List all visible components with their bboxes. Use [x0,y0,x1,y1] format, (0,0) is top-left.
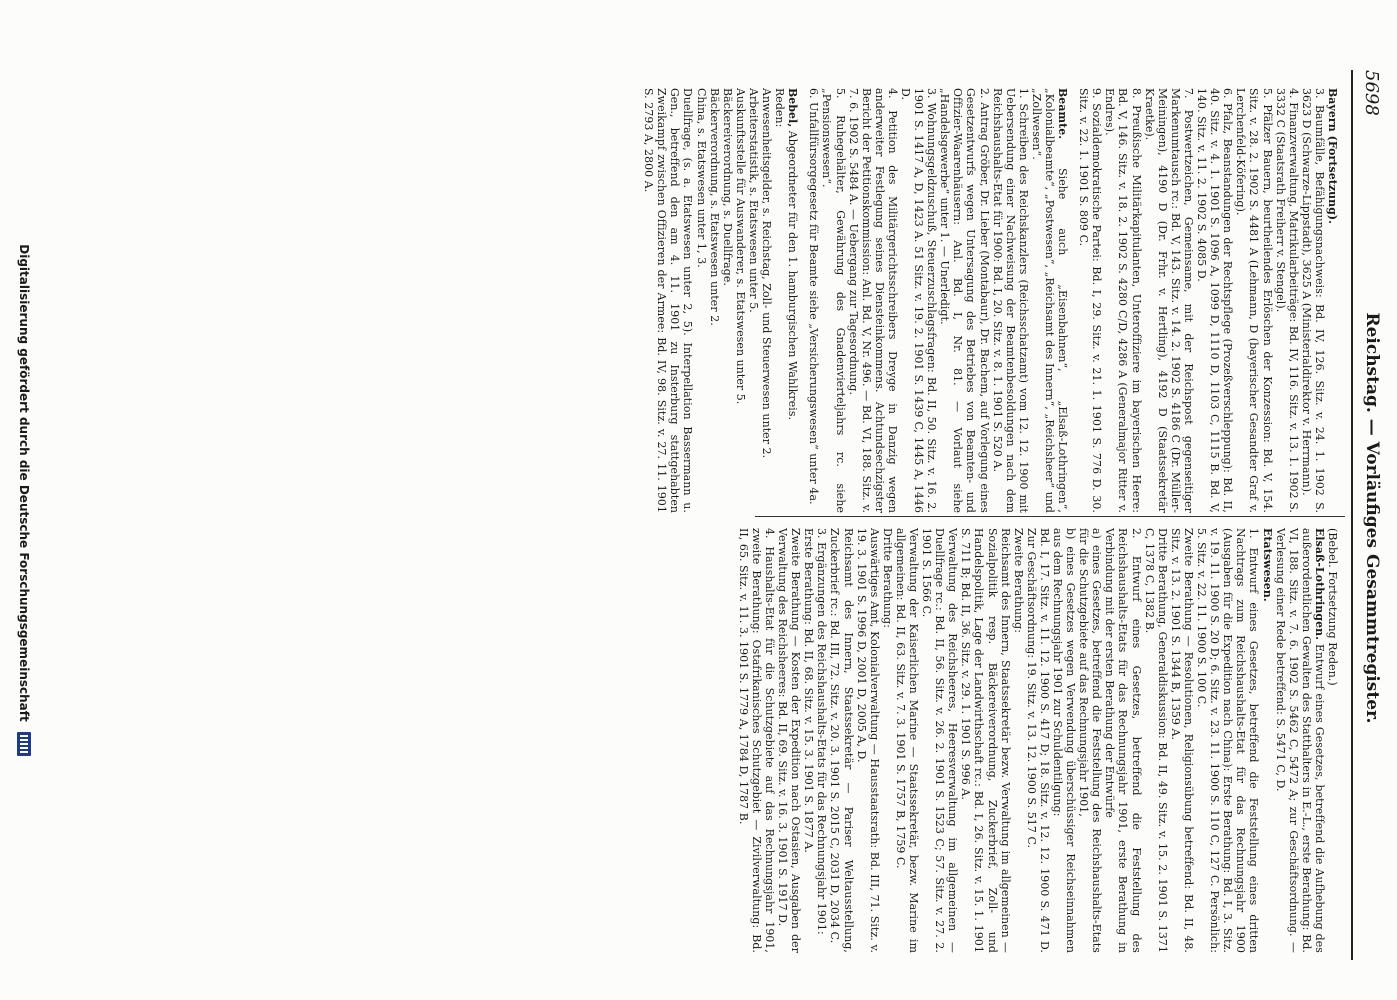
page-footer [6,0,42,1000]
register-entry: 5. Pfälzer Bauern, beurtheilendes Erlöschen der Konzession: Bd. V, 154. Sitz. v. 28. 2. 1902 S. 4481 A (Lehmann, D (bayerischer Gesandter Graf v. Lerchenfeld-Köfering). [1234,88,1274,513]
register-entry: Bebel, Abgeordneter für den 1. hamburgischen Wahlkreis. [786,88,800,421]
register-entry: Bayern (Fortsetzung). [1326,88,1339,225]
register-entry: Dritte Berathung, Generaldiskussion: Bd. II, 49. Sitz. v. 15. 2. 1901 S. 1371 C, 1378 C, 1382 B. [1142,528,1169,953]
register-entry: 8. Preußische Militärkapitulanten, Unteroffiziere im bayerischen Heere: Bd. V, 146. Sitz. v. 18. 2. 1902 S. 4280 C/D, 4286 A (Generalmajor Ritter v. Endres). [1103,88,1143,513]
register-entry: Beamte. Siehe auch „Eisenbahnen“, „Elsaß-Lothringen“, „Kolonialbeamte“, „Postwesen“, „Reichsamt des Innern“, „Reichsheer“ und „Zollwesen“. [1029,88,1070,513]
header-rule [1351,70,1353,960]
section-gap [799,88,807,513]
digitization-credit: Digitalisierung gefördert durch die Deutsche Forschungsgemeinschaft [17,244,31,722]
register-entry: Anwesenheitsgelder, s. Reichstag, Zoll- und Steuerwesen unter 2. [760,88,774,459]
page-header [1355,70,1389,960]
register-entry: 1. Schreiben des Reichskanzlers (Reichsschatzamt) vom 12. 12. 1900 mit Uebersendung einer Nachweisung der Beamtenbesoldungen nach dem Reichshaushalts-Etat für 1900: Bd. I, 20. Sitz. v. 8. 1. 1901 S. 520 A. [990,88,1030,513]
register-entry: 3. Baumfälle, Befähigungsnachweis: Bd. IV, 126. Sitz. v. 24. 1. 1902 S. 3623 D (Schwarze-Lippstadt), 3625 A (Ministerialdirektor v. Herrmann). [1299,88,1326,513]
register-entry: Reden: [773,88,787,128]
register-entry: 2. Antrag Gröber, Dr. Lieber (Montabaur), Dr. Bachem, auf Vorlegung eines Gesetzentwurfs wegen Untersagung des Betriebes von Beamten- und Offizier-Waarenhäusern: Anl. Bd. I, Nr. 81. — Vorlaut siehe „Handelsgewerbe“ unter 1. — Unerledigt. [938,88,991,513]
register-entry: Erste Berathung: Bd. II, 68. Sitz. v. 15. 3. 1901 S. 1877 A. [802,528,816,853]
register-entry: China, s. Etatswesen unter 1, 3. [694,88,708,268]
register-entry: (Bebel. Fortsetzung Reden.) [1326,528,1339,686]
section-gap [1069,88,1077,513]
register-entry: 4. Haushalts-Etat für die Schutzgebiete auf das Rechnungsjahr 1901, zweite Berathung: Ostafrikanisches Schutzgebiet — Zivilverwaltung: Bd. II, 65. Sitz. v. 11. 3. 1901 S. 1779 A, 1784 D, 1787 B. [736,528,776,953]
page-number: 5698 [1361,70,1383,116]
register-entry: 3. Ergänzungen des Reichshaushalts-Etats für das Rechnungsjahr 1901: [815,528,829,935]
entry-heading: Elsaß-Lothringen. [1312,528,1326,641]
register-entry: 2. Entwurf eines Gesetzes, betreffend die Feststellung des Reichshaushalts-Etats für das Rechnungsjahr 1901, erste Berathung in Verbindung mit der ersten Berathung der Entwürfe [1103,528,1143,953]
right-column [737,528,1339,953]
register-entry: Etatswesen. [1260,528,1274,602]
entry-heading: Bebel, [786,88,800,128]
register-entry: Auskunftsstelle für Auswanderer, s. Etatswesen unter 5. [733,88,747,405]
register-entry: Zweite Berathung — Kosten der Expedition nach Ostasien, Ausgaben der Verwaltung des Reichsheeres: Bd. II, 69. Sitz. v. 16. 3. 1901 S. 1917 D. [776,528,803,953]
register-entry: Bäckerverordnung, s. Etatswesen unter 2. [707,88,721,326]
register-entry: Dritte Berathung: [880,528,894,628]
register-entry: Duellfrage, (s. a. Etatswesen unter 2, 5). Interpellation Bassermann u. Gen., betreffend den am 4. 11. 1901 zu Insterburg stattgehabten Zweikampf zwischen Offizieren der Armee: Bd. IV, 98. Sitz. v. 27. 11. 1901 S. 2793 A, 2800 A. [642,88,695,513]
register-entry: Reichsamt des Innern, Staatssekretär — Pariser Weltausstellung, Zuckerbrief rc.: Bd. III, 72. Sitz. v. 20. 3. 1901 S. 2015 C, 2031 D, 2034 C. [828,528,855,953]
register-entry: Reichsamt des Innern, Staatssekretär bezw. Verwaltung im allgemeinen — Sozialpolitik resp. Bäckereiverordnung, Zuckerbrief, Zoll- und Handelspolitik, Lage der Landwirthschaft rc.: Bd. I, 26. Sitz. v. 15. 1. 1901 S. 711 B; Bd. II, 36. Sitz. v. 29. 1. 1901 S. 996 A. [959,528,1012,953]
register-entry: Arbeiterstatistik, s. Etatswesen unter 5. [746,88,760,313]
register-entry: 9. Sozialdemokratische Partei: Bd. I, 29. Sitz. v. 21. 1. 1901 S. 776 D. 30. Sitz. v. 22. 1. 1901 S. 809 C. [1077,88,1104,513]
register-entry: 6. Pfalz, Beanstandungen der Rechtspflege (Prozeßverschleppung): Bd. II, 40. Sitz. v. 4. 1. 1901 S. 1096 A, 1099 D, 1110 D, 1103 C, 1115 B. Bd. V, 140. Sitz. v. 11. 2. 1902 S. 4085 D. [1195,88,1235,513]
dfg-logo-icon [17,732,31,756]
register-entry: 6. Unfallfürsorgegesetz für Beamte siehe „Versicherungswesen“ unter 4a. [807,88,821,505]
register-entry: a) eines Gesetzes, betreffend die Feststellung des Reichshaushalts-Etats für die Schutzgebiete auf das Rechnungsjahr 1901, [1077,528,1104,953]
register-entry: 1. Entwurf eines Gesetzes, betreffend die Feststellung eines dritten Nachtrags zum Reichshaushalts-Etat für das Rechnungsjahr 1900 (Ausgaben für die Expedition nach China): Erste Berathung: Bd. I, 3. Sitz. v. 19. 11. 1900 S. 20 D; 6. Sitz. v. 23. 11. 1900 S. 110 C, 127 C. Persönlich: 5. Sitz. v. 22. 11. 1900 S. 100 C. [1195,528,1261,953]
register-entry: 4. Petition des Militärgerichtsschreibers Dreyge in Danzig wegen anderweiter Festlegung seines Diensteinkommens. Achtundsechzigster Bericht der Petitionskommission: Anl. Bd. V, Nr. 496. — Bd. VI, 188. Sitz. v. 7. 6. 1902 S. 5484 A. — Uebergang zur Tagesordnung. [846,88,899,513]
register-entry: 3. Wohnungsgeldzuschuß, Steuerzuschlagsfragen: Bd. II, 50. Sitz. v. 16. 2. 1901 S. 1417 A, D, 1423 A. 51 Sitz. v. 19. 2. 1901 S. 1439 C, 1445 A, 1446 D. [899,88,939,513]
entry-heading: Beamte. [1056,88,1070,140]
register-entry: Bd. I, 17. Sitz. v. 11. 12. 1900 S. 417 D; 18. Sitz. v. 12. 12. 1900 S. 471 D. Zur Geschäftsordnung: 19. Sitz. v. 13. 12. 1900 S. 517 C. [1024,528,1051,953]
register-entry: Bäckereiverordnung, s. Duellfrage. [720,88,734,286]
register-entry: Verwaltung des Reichsheeres, Heeresverwaltung im allgemeinen — Duellfrage rc.: Bd. II, 56. Sitz. v. 26. 2. 1901 S. 1523 C; 57. Sitz. v. 27. 2. 1901 S. 1566 C. [920,528,960,953]
register-entry: Verwaltung der Kaiserlichen Marine — Staatssekretär, bezw. Marine im allgemeinen: Bd. II, 63. Sitz. v. 7. 3. 1901 S. 1757 B, 1759 C. [893,528,920,953]
register-entry: Auswärtiges Amt, Kolonialverwaltung — Hausstaatsrath: Bd. III, 71. Sitz. v. 19. 3. 1901 S. 1996 D, 2001 D, 2005 A, D. [854,528,881,953]
register-entry: 4. Finanzverwaltung, Matrikularbeiträge: Bd. IV, 116. Sitz. v. 13. 1. 1902 S. 3332 C (Staatsrath Freiherr v. Stengel). [1273,88,1300,513]
register-entry: 5. Ruhegehälter, Gewährung des Gnadenvierteljahrs rc. siehe „Pensionswesen“. [820,88,847,513]
page-title: Reichstag. — Vorläufiges Gesammtregister. [1362,312,1382,724]
register-entry: Zweite Berathung — Resolutionen, Religionsübung betreffend: Bd. II, 48. Sitz. v. 13. 2. 1901 S. 1344 B, 1359 A. [1168,528,1195,953]
register-entry: Zweite Berathung: [1011,528,1025,634]
register-entry: b) eines Gesetzes wegen Verwendung überschüssiger Reichseinnahmen aus dem Rechnungsjahr 1901 zur Schuldentilgung: [1051,528,1078,953]
register-entry: Elsaß-Lothringen. Entwurf eines Gesetzes, betreffend die Aufhebung des außerordentlichen Gewalten des Statthalters in E.-L., erste Berathung: Bd. VI, 188. Sitz. v. 7. 6. 1902 S. 5462 C, 5472 A; zur Geschäftsordnung. — Verlesung einer Rede betreffend: S. 5471 C, D. [1273,528,1326,953]
left-column [642,88,1339,513]
column-divider [755,516,1345,517]
register-entry: 7. Postwertzeichen, Gemeinsame, mit der Reichspost gegenseitiger Markenumtausch rc.: Bd. V, 143. Sitz. v. 14. 2. 1902 S. 4186 C (Dr. Müller-Meiningen), 4190 D (Dr. Frhr. v. Hertling), 4192 D (Staatssekretär Kraetke). [1142,88,1195,513]
